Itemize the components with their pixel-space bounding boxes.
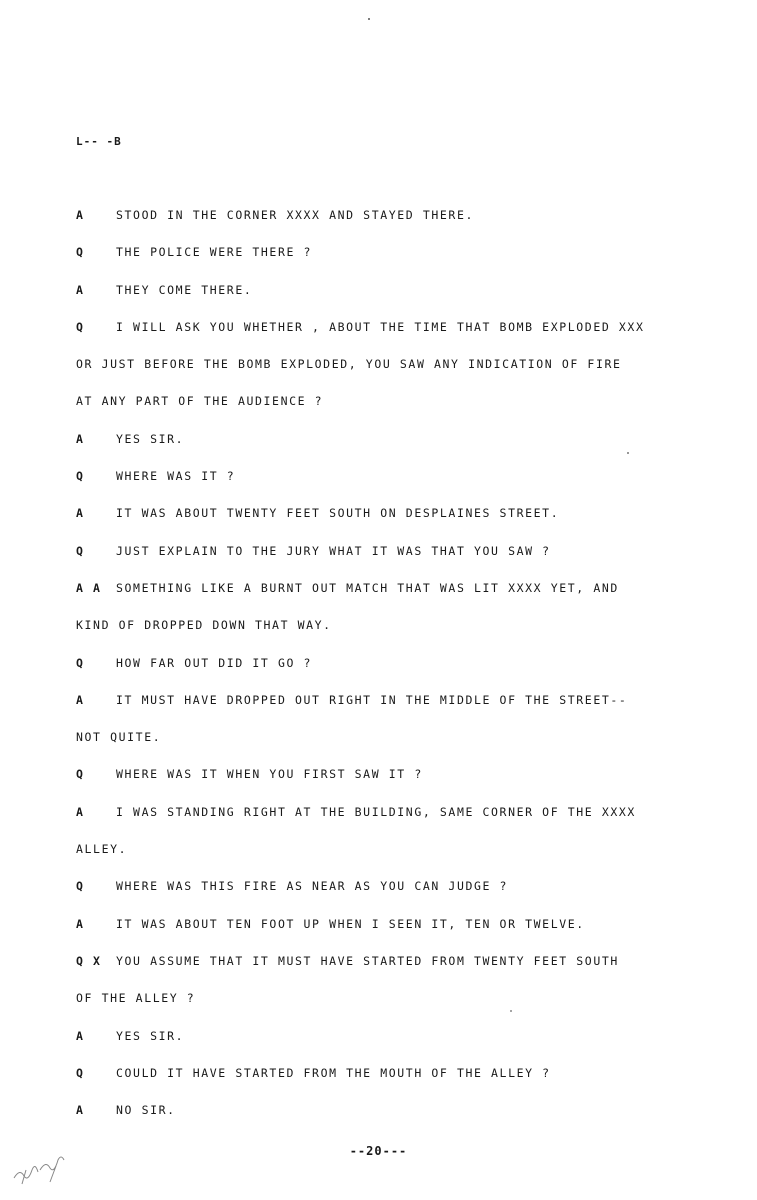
line-text: HOW FAR OUT DID IT GO ? [116,655,313,670]
line-text: WHERE WAS IT ? [116,469,236,484]
speaker-label: A [76,916,85,931]
line-text: WHERE WAS IT WHEN YOU FIRST SAW IT ? [116,767,423,782]
speaker-label: Q [76,469,85,484]
transcript-line [76,842,716,879]
speaker-label: A A [76,580,102,595]
transcript-line [76,357,716,394]
page-header: L-- -B [76,135,122,148]
transcript-line [76,1029,716,1066]
speaker-label: Q [76,543,85,558]
line-text: JUST EXPLAIN TO THE JURY WHAT IT WAS THAT YOU SAW ? [116,543,551,558]
scribble-mark [10,1148,80,1188]
line-text: YOU ASSUME THAT IT MUST HAVE STARTED FROM TWENTY FEET SOUTH [116,953,619,968]
transcript-line [76,394,716,431]
transcript-line [76,693,716,730]
transcript-line [76,767,716,804]
speaker-label: A [76,431,85,446]
line-text: YES SIR. [116,1028,185,1043]
speaker-label: A [76,692,85,707]
line-text: THE POLICE WERE THERE ? [116,245,313,260]
line-text: KIND OF DROPPED DOWN THAT WAY. [76,618,332,633]
line-text: ALLEY. [76,842,128,857]
speaker-label: Q [76,655,85,670]
transcript-line [76,879,716,916]
transcript-line [76,656,716,693]
line-text: COULD IT HAVE STARTED FROM THE MOUTH OF THE ALLEY ? [116,1065,551,1080]
speaker-label: Q [76,767,85,782]
transcript-line [76,991,716,1028]
speck-mark [368,18,370,20]
transcript-line [76,618,716,655]
transcript-line [76,320,716,357]
speaker-label: A [76,208,85,222]
transcript-line [76,469,716,506]
line-text: STOOD IN THE CORNER XXXX AND STAYED THERE. [116,208,474,222]
speaker-label: Q X [76,953,102,968]
line-text: YES SIR. [116,431,185,446]
line-text: IT WAS ABOUT TEN FOOT UP WHEN I SEEN IT, TEN OR TWELVE. [116,916,585,931]
transcript-line [76,283,716,320]
page-number: --20--- [349,1144,408,1158]
line-text: NO SIR. [116,1103,176,1118]
transcript-line [76,245,716,282]
speaker-label: A [76,1028,85,1043]
line-text: I WILL ASK YOU WHETHER , ABOUT THE TIME THAT BOMB EXPLODED XXX [116,319,645,334]
transcript-line [76,954,716,991]
line-text: I WAS STANDING RIGHT AT THE BUILDING, SAME CORNER OF THE XXXX [116,804,636,819]
transcript-line [76,805,716,842]
speaker-label: Q [76,319,85,334]
transcript-line [76,581,716,618]
line-text: NOT QUITE. [76,730,162,745]
line-text: OR JUST BEFORE THE BOMB EXPLODED, YOU SAW ANY INDICATION OF FIRE [76,357,622,372]
line-text: THEY COME THERE. [116,282,253,297]
line-text: IT WAS ABOUT TWENTY FEET SOUTH ON DESPLAINES STREET. [116,506,560,521]
transcript-line [76,917,716,954]
transcript-line [76,208,716,245]
transcript-line [76,544,716,581]
transcript-line [76,1103,716,1140]
speaker-label: Q [76,245,85,260]
speaker-label: Q [76,879,85,894]
transcript-line [76,432,716,469]
line-text: IT MUST HAVE DROPPED OUT RIGHT IN THE MIDDLE OF THE STREET-- [116,692,628,707]
transcript-line [76,506,716,543]
speaker-label: A [76,804,85,819]
line-text: AT ANY PART OF THE AUDIENCE ? [76,394,324,409]
speaker-label: A [76,1103,85,1118]
transcript-lines [76,208,716,1140]
transcript-line [76,730,716,767]
speaker-label: Q [76,1065,85,1080]
speaker-label: A [76,282,85,297]
line-text: WHERE WAS THIS FIRE AS NEAR AS YOU CAN JUDGE ? [116,879,509,894]
line-text: SOMETHING LIKE A BURNT OUT MATCH THAT WAS LIT XXXX YET, AND [116,580,619,595]
speaker-label: A [76,506,85,521]
line-text: OF THE ALLEY ? [76,991,196,1006]
transcript-line [76,1066,716,1103]
